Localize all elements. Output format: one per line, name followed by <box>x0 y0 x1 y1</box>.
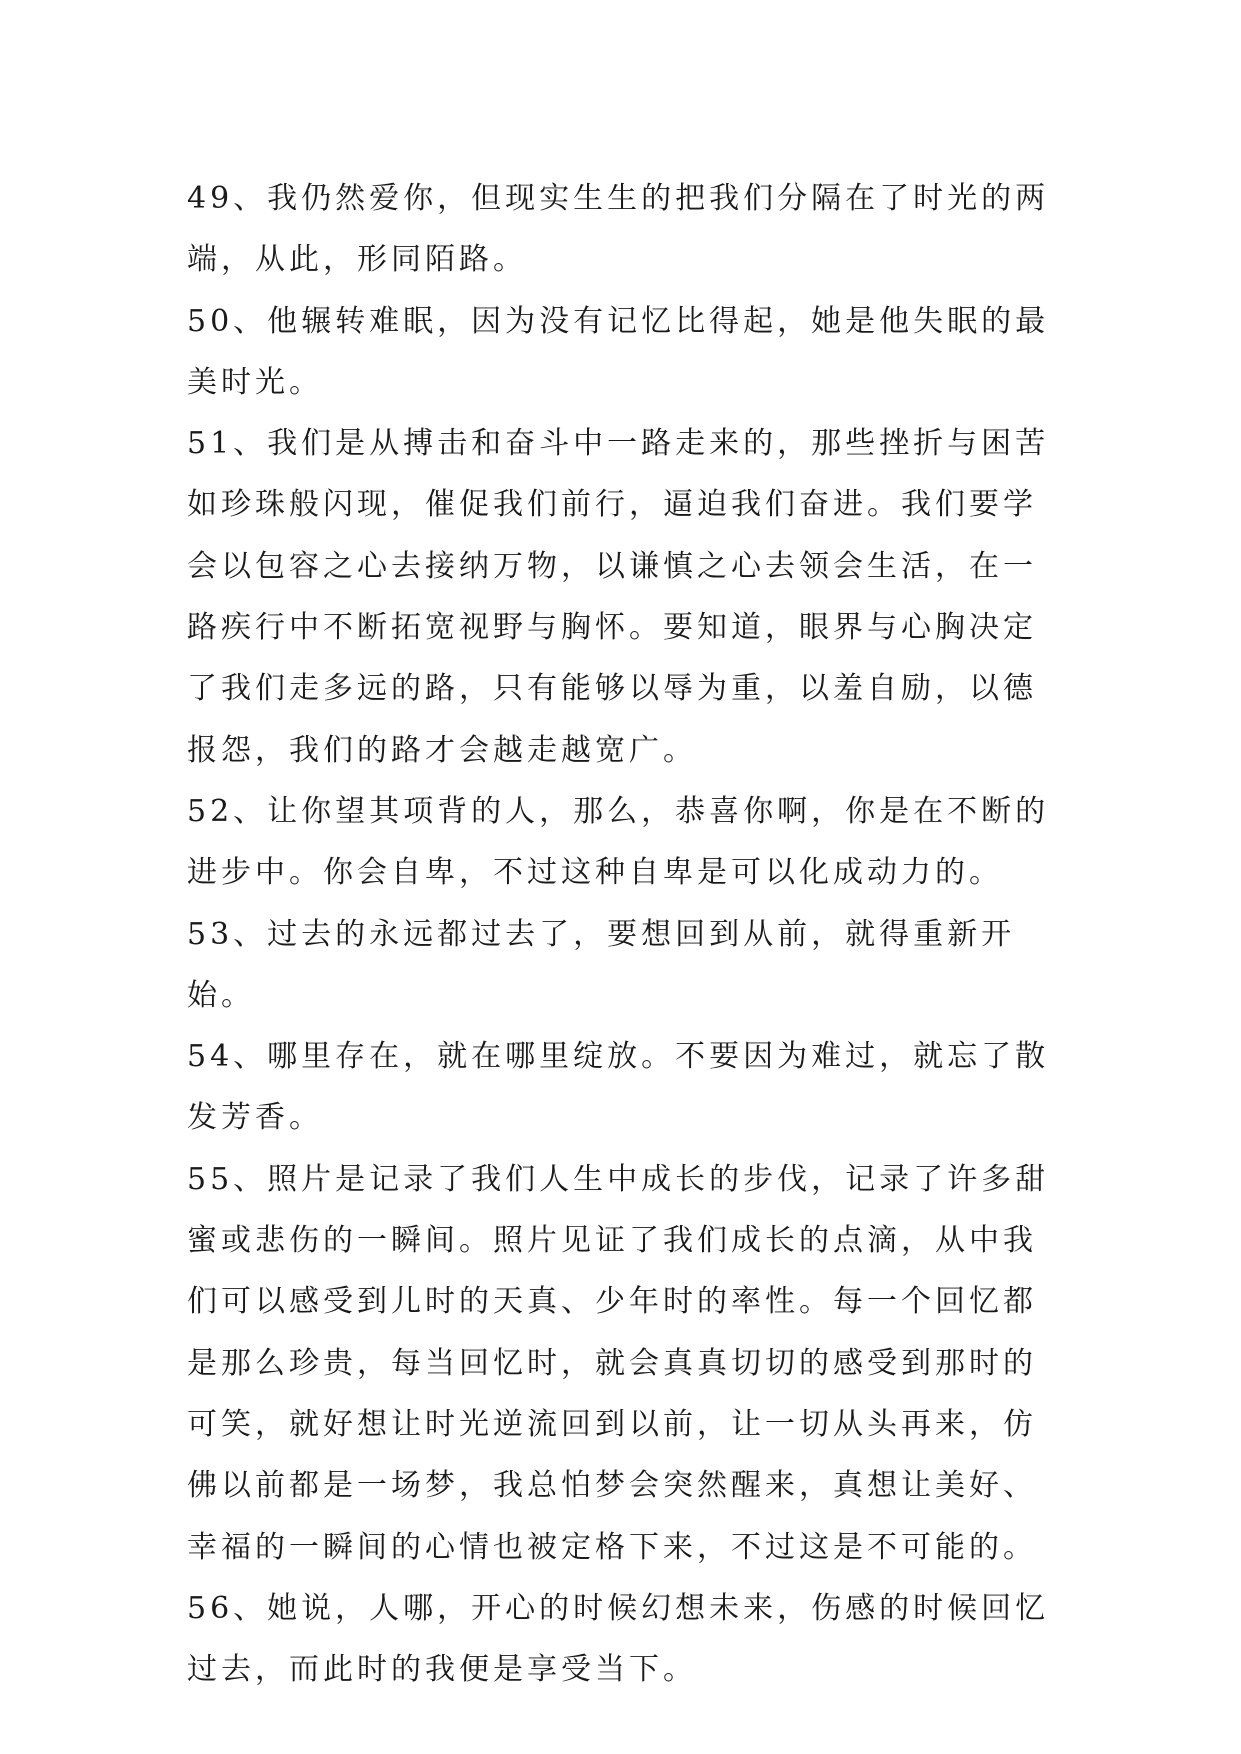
paragraph-50: 50、他辗转难眠，因为没有记忆比得起，她是他失眠的最美时光。 <box>187 303 1050 400</box>
paragraph-53: 53、过去的永远都过去了，要想回到从前，就得重新开始。 <box>187 916 1016 1013</box>
paragraph-51: 51、我们是从搏击和奋斗中一路走来的，那些挫折与困苦如珍珠般闪现，催促我们前行，逼迫我们奋进。我们要学会以包容之心去接纳万物，以谦慎之心去领会生活，在一路疾行中不断拓宽视野与胸怀。要知道，眼界与心胸决定了我们走多远的路，只有能够以辱为重，以羞自励，以德报怨，我们的路才会越走越宽广。 <box>187 426 1050 768</box>
paragraph-49: 49、我仍然爱你，但现实生生的把我们分隔在了时光的两端，从此，形同陌路。 <box>187 181 1050 278</box>
paragraph-56: 56、她说，人哪，开心的时候幻想未来，伤感的时候回忆过去，而此时的我便是享受当下。 <box>187 1590 1050 1688</box>
paragraph-52: 52、让你望其项背的人，那么，恭喜你啊，你是在不断的进步中。你会自卑，不过这种自卑是可以化成动力的。 <box>187 793 1050 891</box>
paragraph-54: 54、哪里存在，就在哪里绽放。不要因为难过，就忘了散发芳香。 <box>187 1039 1050 1136</box>
paragraph-55: 55、照片是记录了我们人生中成长的步伐，记录了许多甜蜜或悲伤的一瞬间。照片见证了我们成长的点滴，从中我们可以感受到儿时的天真、少年时的率性。每一个回忆都是那么珍贵，每当回忆时，就会真真切切的感受到那时的可笑，就好想让时光逆流回到以前，让一切从头再来，仿佛以前都是一场梦，我总怕梦会突然醒来，真想让美好、幸福的一瞬间的心情也被定格下来，不过这是不可能的。 <box>187 1161 1050 1565</box>
body-text <box>187 168 1067 1700</box>
